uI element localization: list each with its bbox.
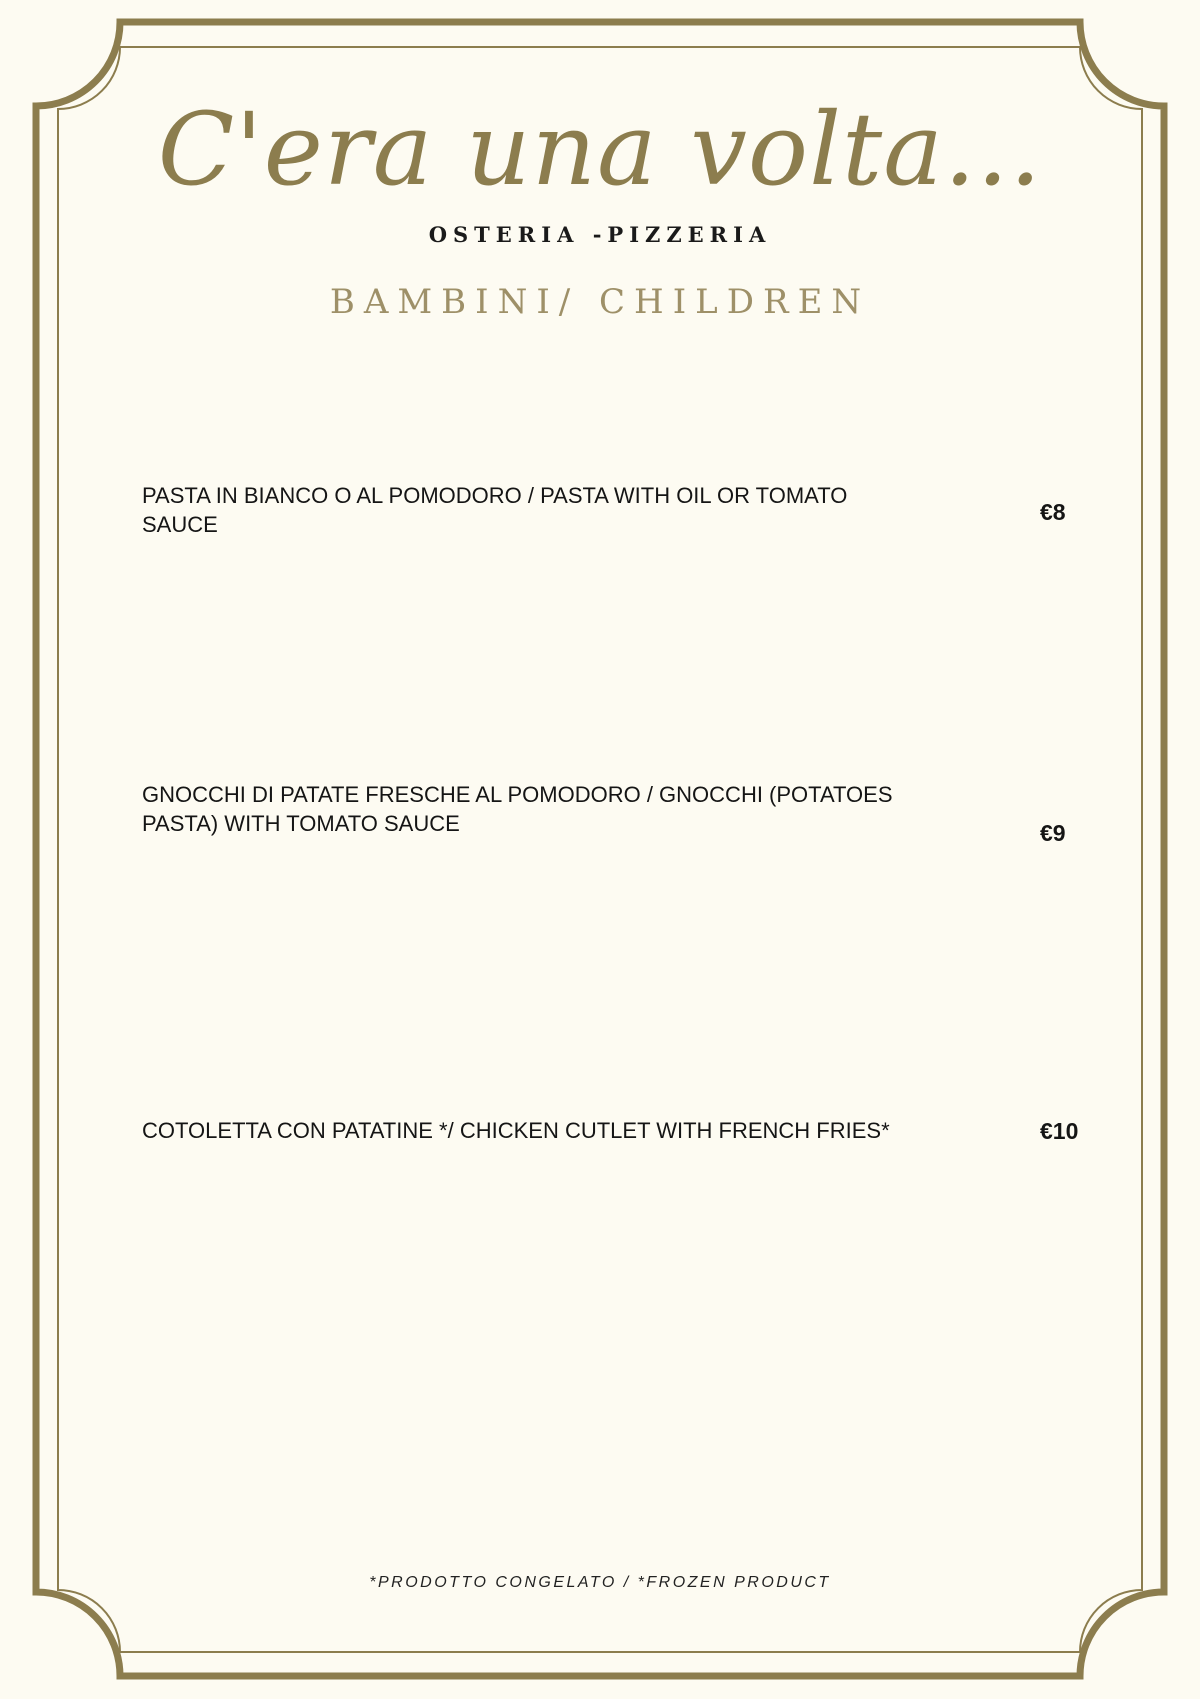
outer-frame-line [36,22,1164,1676]
footnote: *PRODOTTO CONGELATO / *FROZEN PRODUCT [369,1574,831,1591]
restaurant-subtitle: OSTERIA -PIZZERIA [428,222,772,247]
restaurant-logo: C'era una volta... [157,91,1043,208]
menu-item-price: €10 [1040,1118,1079,1144]
menu-item-name: COTOLETTA CON PATATINE */ CHICKEN CUTLET WITH FRENCH FRIES* [142,1118,890,1143]
menu-item-name: GNOCCHI DI PATATE FRESCHE AL POMODORO / GNOCCHI (POTATOES PASTA) WITH TOMATO SAUCE [142,782,893,836]
menu-item-price: €8 [1040,499,1066,525]
section-title: BAMBINI/ CHILDREN [329,282,871,322]
menu-item-price: €9 [1040,820,1066,846]
menu-item-name: PASTA IN BIANCO O AL POMODORO / PASTA WITH OIL OR TOMATO SAUCE [142,483,848,537]
